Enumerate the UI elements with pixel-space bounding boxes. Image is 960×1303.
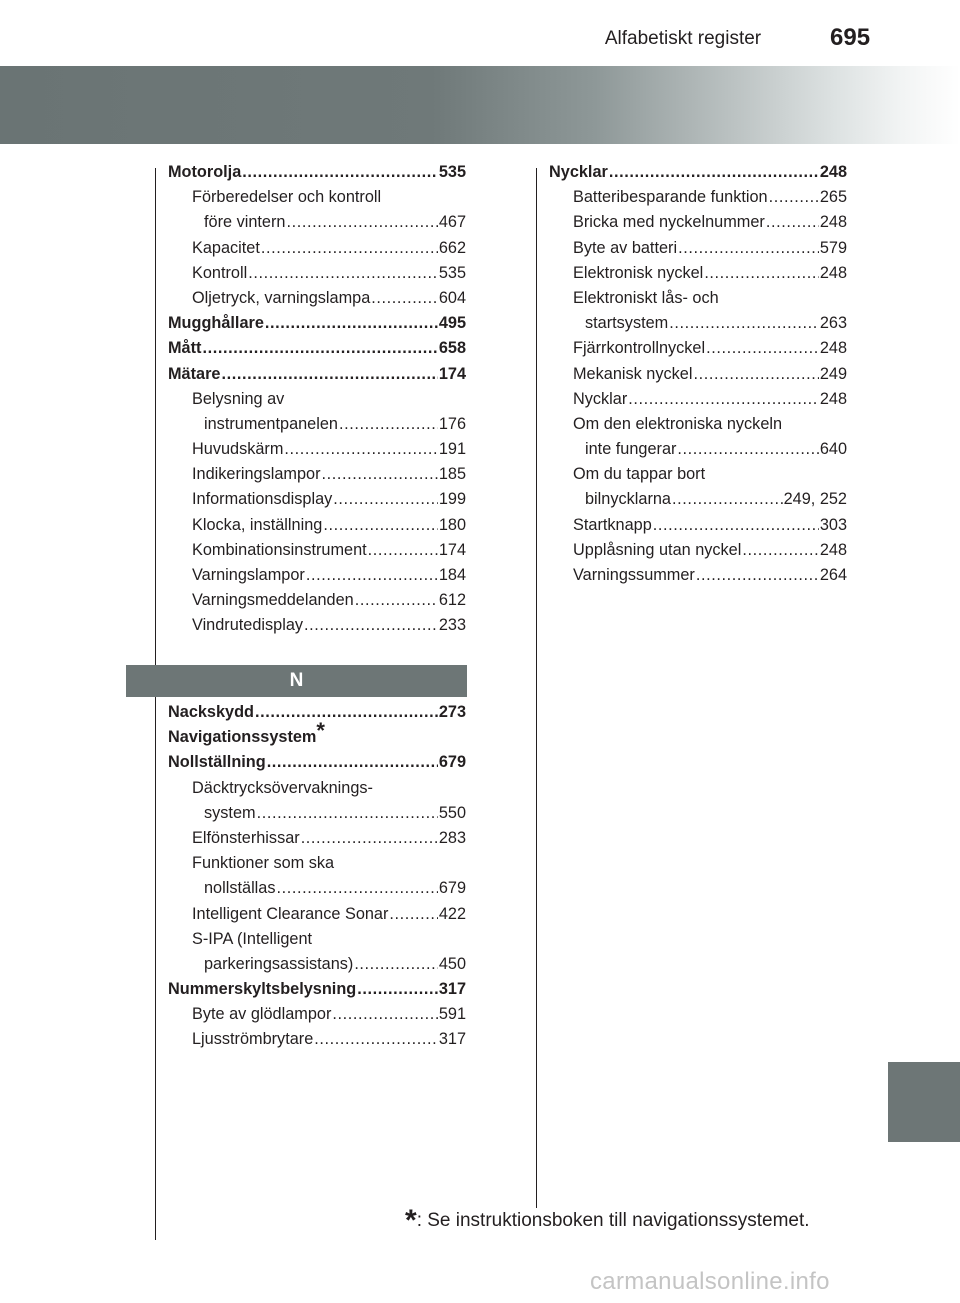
index-subentry	[549, 563, 847, 588]
running-header-title: Alfabetiskt register	[604, 28, 762, 49]
page-reference: 248	[819, 163, 847, 181]
index-entry	[168, 717, 466, 750]
dot-leader	[357, 977, 438, 1002]
dot-leader	[333, 487, 438, 512]
index-subentry	[549, 210, 847, 235]
index-subentry	[168, 876, 466, 901]
index-subentry	[168, 462, 466, 487]
page-reference: 264	[819, 566, 847, 584]
index-entry-line: S-IPA (Intelligent	[192, 929, 313, 948]
dot-leader	[609, 160, 819, 185]
page-reference: 273	[438, 703, 466, 721]
page-reference: 184	[438, 566, 466, 584]
index-entry-term: Kombinationsinstrument	[192, 540, 367, 559]
index-entry-term: Mätare	[168, 364, 221, 383]
index-entry-line: Om den elektroniska nyckeln	[573, 414, 783, 433]
dot-leader	[669, 311, 819, 336]
index-entry-term: inte fungerar	[585, 440, 677, 459]
dot-leader	[248, 261, 438, 286]
page-reference: 303	[819, 515, 847, 534]
index-entry-term: Vindrutedisplay	[192, 616, 304, 635]
page-reference: 422	[438, 904, 466, 923]
index-subentry	[549, 236, 847, 261]
index-entry	[168, 750, 466, 775]
index-entry-line: Däcktrycksövervaknings-	[192, 778, 373, 797]
dot-leader	[354, 952, 438, 977]
dot-leader	[693, 362, 818, 387]
dot-leader	[265, 311, 438, 336]
dot-leader	[257, 801, 438, 826]
page-reference: 317	[438, 1030, 466, 1049]
index-subentry	[168, 236, 466, 261]
page-reference: 249, 252	[783, 490, 847, 509]
page-reference: 283	[438, 828, 466, 847]
page-reference: 263	[819, 314, 847, 333]
index-subentry	[168, 412, 466, 437]
index-entry-term: Byte av batteri	[573, 238, 678, 257]
page-reference: 612	[438, 591, 466, 610]
index-subentry	[168, 487, 466, 512]
asterisk-mark: *	[316, 717, 325, 743]
index-entry-term: före vintern	[204, 213, 286, 232]
index-subentry	[168, 513, 466, 538]
index-entry-term: startsystem	[585, 314, 669, 333]
index-subentry	[168, 437, 466, 462]
index-entry-term: Nummerskyltsbelysning	[168, 980, 357, 999]
index-subentry	[168, 826, 466, 851]
index-entry-term: Huvudskärm	[192, 440, 284, 459]
dot-leader	[322, 462, 438, 487]
index-entry-term: Varningssummer	[573, 566, 695, 584]
dot-leader	[628, 387, 819, 412]
page-reference: 640	[819, 440, 847, 459]
page-reference: 495	[438, 314, 466, 333]
dot-leader	[677, 437, 818, 462]
index-entry-line: Elektroniskt lås- och	[573, 288, 719, 307]
index-subentry	[549, 261, 847, 286]
index-entry-term: Informationsdisplay	[192, 490, 333, 509]
index-entry-term: Mugghållare	[168, 314, 264, 333]
index-entry	[168, 311, 466, 336]
page-reference: 248	[819, 213, 847, 232]
index-entry-term: Intelligent Clearance Sonar	[192, 904, 389, 923]
dot-leader	[314, 1027, 438, 1052]
index-entry-term: bilnycklarna	[585, 490, 671, 509]
index-entry-term: nollställas	[204, 879, 276, 898]
index-entry-term: Kontroll	[192, 263, 248, 282]
page-reference: 248	[819, 263, 847, 282]
index-subentry	[168, 613, 466, 638]
page-reference: 679	[438, 879, 466, 898]
dot-leader	[696, 563, 819, 588]
footnote-mark: *	[405, 1204, 417, 1237]
index-column-left-top	[168, 160, 466, 639]
index-entry-term: Elektronisk nyckel	[573, 263, 704, 282]
chapter-thumb-tab	[888, 1062, 960, 1142]
dot-leader	[277, 876, 438, 901]
index-entry-term: Motorolja	[168, 163, 242, 181]
page-reference: 199	[438, 490, 466, 509]
dot-leader	[368, 538, 438, 563]
index-entry-line: Belysning av	[192, 389, 285, 408]
dot-leader	[202, 336, 437, 361]
index-entry-term: Startknapp	[573, 515, 652, 534]
index-entry	[168, 336, 466, 361]
index-entry-term: Bricka med nyckelnummer	[573, 213, 765, 232]
dot-leader	[323, 513, 438, 538]
index-subentry	[549, 311, 847, 336]
index-subentry	[549, 336, 847, 361]
header-banner	[0, 66, 960, 144]
dot-leader	[704, 261, 819, 286]
page-reference: 535	[438, 163, 466, 181]
page-reference: 191	[438, 440, 466, 459]
index-entry-term: Byte av glödlampor	[192, 1005, 332, 1024]
dot-leader	[332, 1002, 437, 1027]
index-subentry	[168, 801, 466, 826]
watermark: carmanualsonline.info	[590, 1268, 830, 1295]
page-reference: 248	[819, 339, 847, 358]
index-subentry	[549, 185, 847, 210]
index-subentry	[168, 538, 466, 563]
index-entry	[168, 977, 466, 1002]
dot-leader	[672, 487, 783, 512]
page-reference: 185	[438, 465, 466, 484]
dot-leader	[678, 236, 819, 261]
page-reference: 658	[438, 339, 466, 358]
footnote-text: : Se instruktionsboken till navigationssystemet.	[416, 1210, 810, 1231]
page-reference: 604	[438, 288, 466, 307]
page-reference: 662	[438, 238, 466, 257]
page-reference: 174	[438, 540, 466, 559]
index-entry-term: Navigationssystem*	[168, 717, 325, 747]
index-entry-term: Elfönsterhissar	[192, 828, 300, 847]
index-subentry	[549, 487, 847, 512]
page-reference: 248	[819, 389, 847, 408]
dot-leader	[742, 538, 818, 563]
dot-leader	[242, 160, 438, 185]
index-entry-term: Varningslampor	[192, 566, 305, 584]
index-subentry	[168, 1002, 466, 1027]
index-subentry	[168, 286, 466, 311]
dot-leader	[706, 336, 819, 361]
page-reference: 180	[438, 515, 466, 534]
dot-leader	[261, 236, 438, 261]
column-divider-rule	[536, 168, 537, 1208]
index-entry-term: Indikeringslampor	[192, 465, 321, 484]
dot-leader	[389, 902, 437, 927]
index-subentry	[168, 1027, 466, 1052]
page-reference: 233	[438, 616, 466, 635]
index-column-left-bottom	[168, 700, 466, 1053]
footnote	[405, 1200, 810, 1237]
index-entry-term: Nycklar	[573, 389, 628, 408]
index-subentry	[549, 362, 847, 387]
index-subentry	[168, 261, 466, 286]
dot-leader	[306, 563, 438, 588]
dot-leader	[222, 362, 438, 387]
page-reference: 317	[438, 980, 466, 999]
index-entry-term: Upplåsning utan nyckel	[573, 540, 742, 559]
index-entry-term: Nycklar	[549, 163, 608, 181]
page-reference: 176	[438, 414, 466, 433]
page-reference: 265	[819, 188, 847, 207]
index-entry-term: Varningsmeddelanden	[192, 591, 354, 610]
dot-leader	[284, 437, 437, 462]
left-column-rule	[155, 168, 156, 1240]
index-subentry	[549, 387, 847, 412]
page-reference: 467	[438, 213, 466, 232]
index-subentry	[168, 902, 466, 927]
index-entry-term: Mått	[168, 339, 202, 358]
index-entry-term: Fjärrkontrollnyckel	[573, 339, 706, 358]
page-reference: 450	[438, 954, 466, 973]
page-reference: 679	[438, 753, 466, 772]
index-entry-term: Klocka, inställning	[192, 515, 323, 534]
index-entry-term: Kapacitet	[192, 238, 260, 257]
page-reference: 174	[438, 364, 466, 383]
dot-leader	[355, 588, 438, 613]
index-entry-term: Batteribesparande funktion	[573, 188, 768, 207]
index-entry	[168, 362, 466, 387]
page-reference: 550	[438, 803, 466, 822]
section-letter-bar: N	[126, 665, 467, 697]
dot-leader	[339, 412, 438, 437]
dot-leader	[304, 613, 438, 638]
dot-leader	[769, 185, 819, 210]
dot-leader	[267, 750, 438, 775]
index-subentry	[168, 588, 466, 613]
page-reference: 249	[819, 364, 847, 383]
dot-leader	[286, 210, 437, 235]
index-entry	[168, 160, 466, 185]
dot-leader	[371, 286, 438, 311]
index-entry-term: instrumentpanelen	[204, 414, 338, 433]
dot-leader	[255, 700, 438, 725]
dot-leader	[766, 210, 819, 235]
index-entry-term: Ljusströmbrytare	[192, 1030, 314, 1049]
index-entry-term: parkeringsassistans)	[204, 954, 354, 973]
index-entry	[549, 160, 847, 185]
index-entry-term: Oljetryck, varningslampa	[192, 288, 371, 307]
page-reference: 535	[438, 263, 466, 282]
index-entry-line: Förberedelser och kontroll	[192, 188, 382, 207]
index-entry-term: Mekanisk nyckel	[573, 364, 693, 383]
index-subentry	[168, 563, 466, 588]
index-entry-line: Funktioner som ska	[192, 854, 335, 873]
dot-leader	[653, 513, 819, 538]
index-subentry	[549, 513, 847, 538]
index-subentry	[549, 437, 847, 462]
index-entry-term: Nackskydd	[168, 703, 254, 721]
index-entry-term: Nollställning	[168, 753, 266, 772]
index-entry-line: Om du tappar bort	[573, 465, 706, 484]
page-reference: 579	[819, 238, 847, 257]
index-subentry	[168, 210, 466, 235]
index-subentry	[549, 538, 847, 563]
index-entry-term: system	[204, 803, 256, 822]
dot-leader	[301, 826, 438, 851]
index-column-right	[549, 160, 847, 588]
page-reference: 591	[438, 1005, 466, 1024]
index-subentry	[168, 952, 466, 977]
page-number: 695	[830, 24, 871, 51]
page-reference: 248	[819, 540, 847, 559]
